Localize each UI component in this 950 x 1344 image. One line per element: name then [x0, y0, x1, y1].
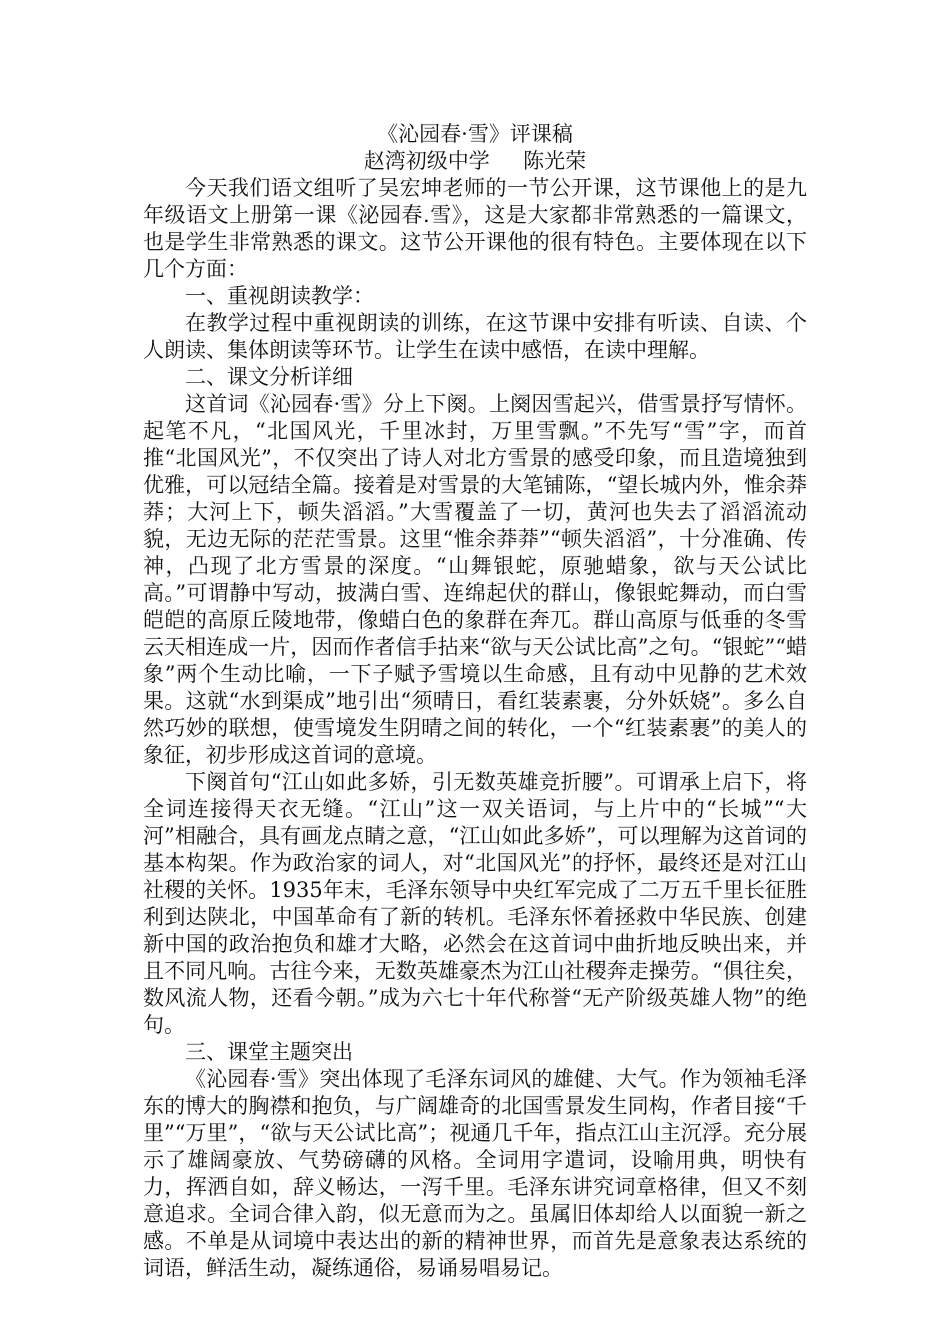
section2-paragraph-2: 下阕首句“江山如此多娇，引无数英雄竞折腰”。可谓承上启下，将全词连接得天衣无缝。“江山”这一双关语词，与上片中的“长城”“大河”相融合，具有画龙点睛之意，“江山如此多娇”，可以理解为这首词的基本构架。作为政治家的词人，对“北国风光”的抒怀，最终还是对江山社稷的关怀。1935年末，毛泽东领导中央红军完成了二万五千里长征胜利到达陕北，中国革命有了新的转机。毛泽东怀着拯救中华民族、创建新中国的政治抱负和雄才大略，必然会在这首词中曲折地反映出来，并且不同凡响。古往今来，无数英雄豪杰为江山社稷奔走操劳。“俱往矣，数风流人物，还看今朝。”成为六七十年代称誉“无产阶级英雄人物”的绝句。 [143, 770, 807, 1037]
document-page [143, 121, 807, 1282]
section1-heading: 一、重视朗读教学： [185, 284, 374, 308]
section3-paragraph: 《沁园春·雪》突出体现了毛泽东词风的雄健、大气。作为领袖毛泽东的博大的胸襟和抱负，与广阔雄奇的北国雪景发生同构，作者目接“千里”“万里”，“欲与天公试比高”；视通几千年，指点江山主沉浮。充分展示了雄阔豪放、气势磅礴的风格。全词用字遣词，设喻用典，明快有力，挥洒自如，辞义畅达，一泻千里。毛泽东讲究词章格律，但又不刻意追求。全词合律入韵，似无意而为之。虽属旧体却给人以面貌一新之感。不单是从词境中表达出的新的精神世界，而首先是意象表达系统的词语，鲜活生动，凝练通俗，易诵易唱易记。 [143, 1067, 807, 1280]
section2-paragraph-1: 这首词《沁园春·雪》分上下阕。上阕因雪起兴，借雪景抒写情怀。起笔不凡，“北国风光，千里冰封，万里雪飘。”不先写“雪”字，而首推“北国风光”，不仅突出了诗人对北方雪景的感受印象，而且造境独到优雅，可以冠结全篇。接着是对雪景的大笔铺陈，“望长城内外，惟余莽莽；大河上下，顿失滔滔。”大雪覆盖了一切，黄河也失去了滔滔流动貌，无边无际的茫茫雪景。这里“惟余莽莽”“顿失滔滔”，十分准确、传神，凸现了北方雪景的深度。“山舞银蛇，原驰蜡象，欲与天公试比高。”可谓静中写动，披满白雪、连绵起伏的群山，像银蛇舞动，而白雪皑皑的高原丘陵地带，像蜡白色的象群在奔兀。群山高原与低垂的冬雪云天相连成一片，因而作者信手拈来“欲与天公试比高”之句。“银蛇”“蜡象”两个生动比喻，一下子赋予雪境以生命感，且有动中见静的艺术效果。这就“水到渠成”地引出“须晴日，看红装素裹，分外妖娆”。多么自然巧妙的联想，使雪境发生阴晴之间的转化，一个“红装素裹”的美人的象征，初步形成这首词的意境。 [143, 392, 807, 767]
section1-paragraph: 在教学过程中重视朗读的训练，在这节课中安排有听读、自读、个人朗读、集体朗读等环节。让学生在读中感悟，在读中理解。 [143, 311, 807, 362]
document-title: 《沁园春·雪》评课稿 [377, 122, 573, 146]
document-byline: 赵湾初级中学 陈光荣 [363, 149, 587, 173]
section2-heading: 二、课文分析详细 [185, 365, 353, 389]
intro-paragraph: 今天我们语文组听了吴宏坤老师的一节公开课，这节课他上的是九年级语文上册第一课《泌园春.雪》，这是大家都非常熟悉的一篇课文，也是学生非常熟悉的课文。这节公开课他的很有特色。主要体现在以下几个方面： [143, 176, 807, 281]
section3-heading: 三、课堂主题突出 [185, 1040, 353, 1064]
